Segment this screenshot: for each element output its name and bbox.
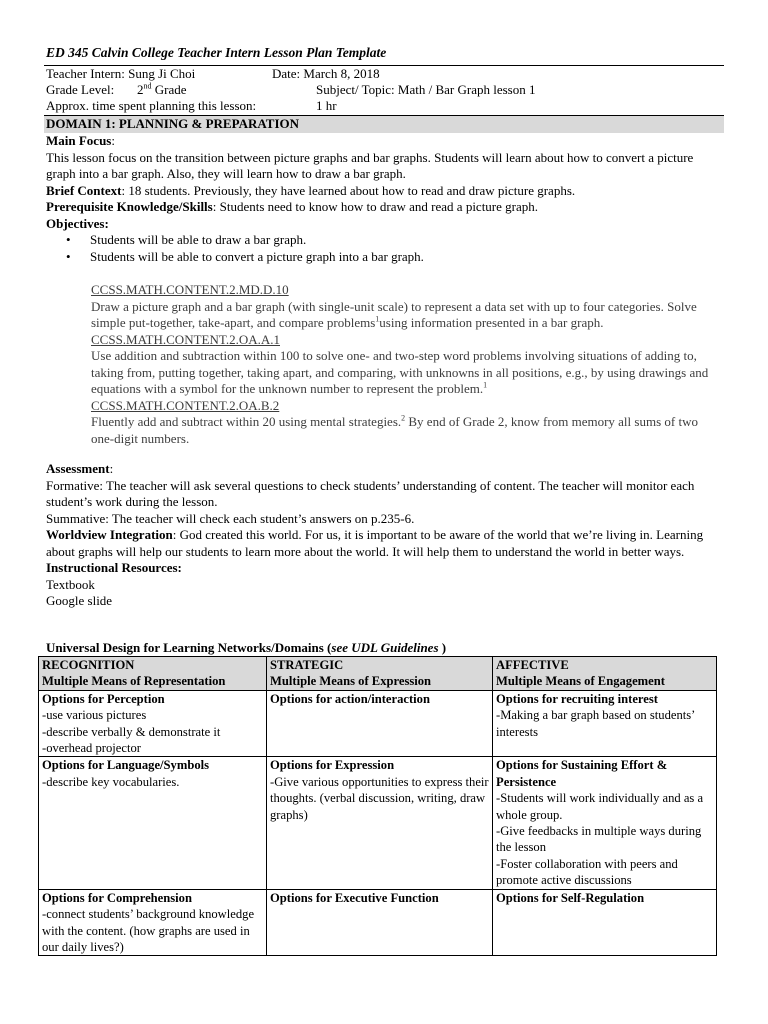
- udl-col-affective: AFFECTIVE Multiple Means of Engagement: [493, 657, 717, 691]
- objective-item: • Students will be able to convert a picture graph into a bar graph.: [90, 249, 722, 266]
- udl-row: [39, 889, 717, 956]
- planning-section: [46, 133, 722, 265]
- grade-level-label: Grade Level:: [46, 82, 115, 97]
- udl-col-strategic: STRATEGIC Multiple Means of Expression: [267, 657, 493, 691]
- udl-col-recognition: RECOGNITION Multiple Means of Representation: [39, 657, 267, 691]
- standard-text: Use addition and subtraction within 100 to solve one- and two-step word problems involving situations of adding to, taking from, putting together, taking apart, and comparing, with unknowns in all positions, e.g., by using drawings and equations with a symbol for the unknown number to represent the problem.$^1$: [91, 348, 709, 396]
- objectives-heading: Objectives:: [46, 215, 109, 231]
- udl-cell: Options for Comprehension -connect students’ background knowledge with the content. (how graphs are used in our daily lives?): [39, 889, 267, 956]
- lesson-date: Date: March 8, 2018: [272, 66, 380, 81]
- domain-1-title: DOMAIN 1: PLANNING & PREPARATION: [46, 116, 300, 131]
- udl-cell: Options for Perception -use various pictures -describe verbally & demonstrate it -overhead projector: [39, 690, 267, 757]
- summative-assessment: Summative: The teacher will check each student’s answers on p.235-6.: [46, 510, 415, 526]
- worldview-integration: Worldview Integration: God created this world. For us, it is important to be aware of the world that we’re living in. Learning about graphs will help our students to learn more about the world. It will help them to understand the world in better ways.: [46, 527, 704, 559]
- udl-cell: Options for Sustaining Effort & Persistence -Students will work individually and as a whole group. -Give feedbacks in multiple ways during the lesson -Foster collaboration with peers and promote active discussions: [493, 757, 717, 889]
- brief-context: Brief Context: 18 students. Previously, they have learned about how to read and draw picture graphs.: [46, 182, 576, 198]
- assessment-heading: Assessment:: [46, 461, 114, 476]
- udl-cell: Options for Self-Regulation: [493, 889, 717, 956]
- udl-row: [39, 757, 717, 889]
- teacher-intern: Teacher Intern: Sung Ji Choi: [46, 66, 196, 81]
- grade-level-value: 2nd Grade: [137, 81, 187, 97]
- standard-code[interactable]: CCSS.MATH.CONTENT.2.OA.A.1: [91, 331, 280, 347]
- planning-time-value: 1 hr: [316, 98, 337, 113]
- objective-item: • Students will be able to draw a bar graph.: [90, 232, 722, 249]
- standard-text: Draw a picture graph and a bar graph (with single-unit scale) to represent a data set with up to four categories. Solve simple put-together, take-apart, and compare problems$^1$using information presented in a bar graph.: [91, 298, 697, 330]
- resource-item: Textbook: [46, 576, 95, 592]
- resource-item: Google slide: [46, 593, 113, 608]
- udl-cell: Options for Language/Symbols -describe key vocabularies.: [39, 757, 267, 889]
- standards-block: [91, 282, 721, 447]
- udl-title: Universal Design for Learning Networks/Domains (see UDL Guidelines ): [46, 640, 447, 655]
- document-title: ED 345 Calvin College Teacher Intern Lesson Plan Template: [46, 45, 387, 60]
- udl-guidelines-link[interactable]: see UDL Guidelines: [331, 640, 439, 655]
- planning-time-label: Approx. time spent planning this lesson:: [46, 98, 257, 113]
- udl-header-row: [39, 657, 717, 691]
- udl-cell: Options for recruiting interest -Making a bar graph based on students’ interests: [493, 690, 717, 757]
- objectives-list: [46, 232, 722, 265]
- assessment-section: [46, 461, 722, 610]
- main-focus-text: This lesson focus on the transition between picture graphs and bar graphs. Students will learn about how to convert a picture graph into a bar graph. Also, they will learn how to draw a bar graph.: [46, 149, 694, 181]
- standard-code[interactable]: CCSS.MATH.CONTENT.2.MD.D.10: [91, 282, 289, 297]
- standard-text: Fluently add and subtract within 20 using mental strategies.$^2$ By end of Grade 2, know from memory all sums of two one-digit numbers.: [91, 413, 698, 446]
- formative-assessment: Formative: The teacher will ask several questions to check students’ understanding of content. The teacher will monitor each student’s work during the lesson.: [46, 477, 695, 509]
- udl-table: [38, 656, 717, 956]
- udl-cell: Options for Expression -Give various opportunities to express their thoughts. (verbal discussion, writing, draw graphs): [267, 757, 493, 889]
- resources-heading: Instructional Resources:: [46, 560, 182, 575]
- standard-code[interactable]: CCSS.MATH.CONTENT.2.OA.B.2: [91, 397, 280, 413]
- subject-topic: Subject/ Topic: Math / Bar Graph lesson 1: [316, 82, 536, 97]
- udl-row: [39, 690, 717, 757]
- main-focus: Main Focus:: [46, 133, 115, 148]
- domain-1-header: [44, 115, 724, 133]
- udl-cell: Options for Executive Function: [267, 889, 493, 956]
- udl-cell: Options for action/interaction: [267, 690, 493, 757]
- prerequisite-skills: Prerequisite Knowledge/Skills: Students need to know how to draw and read a picture graph.: [46, 199, 539, 214]
